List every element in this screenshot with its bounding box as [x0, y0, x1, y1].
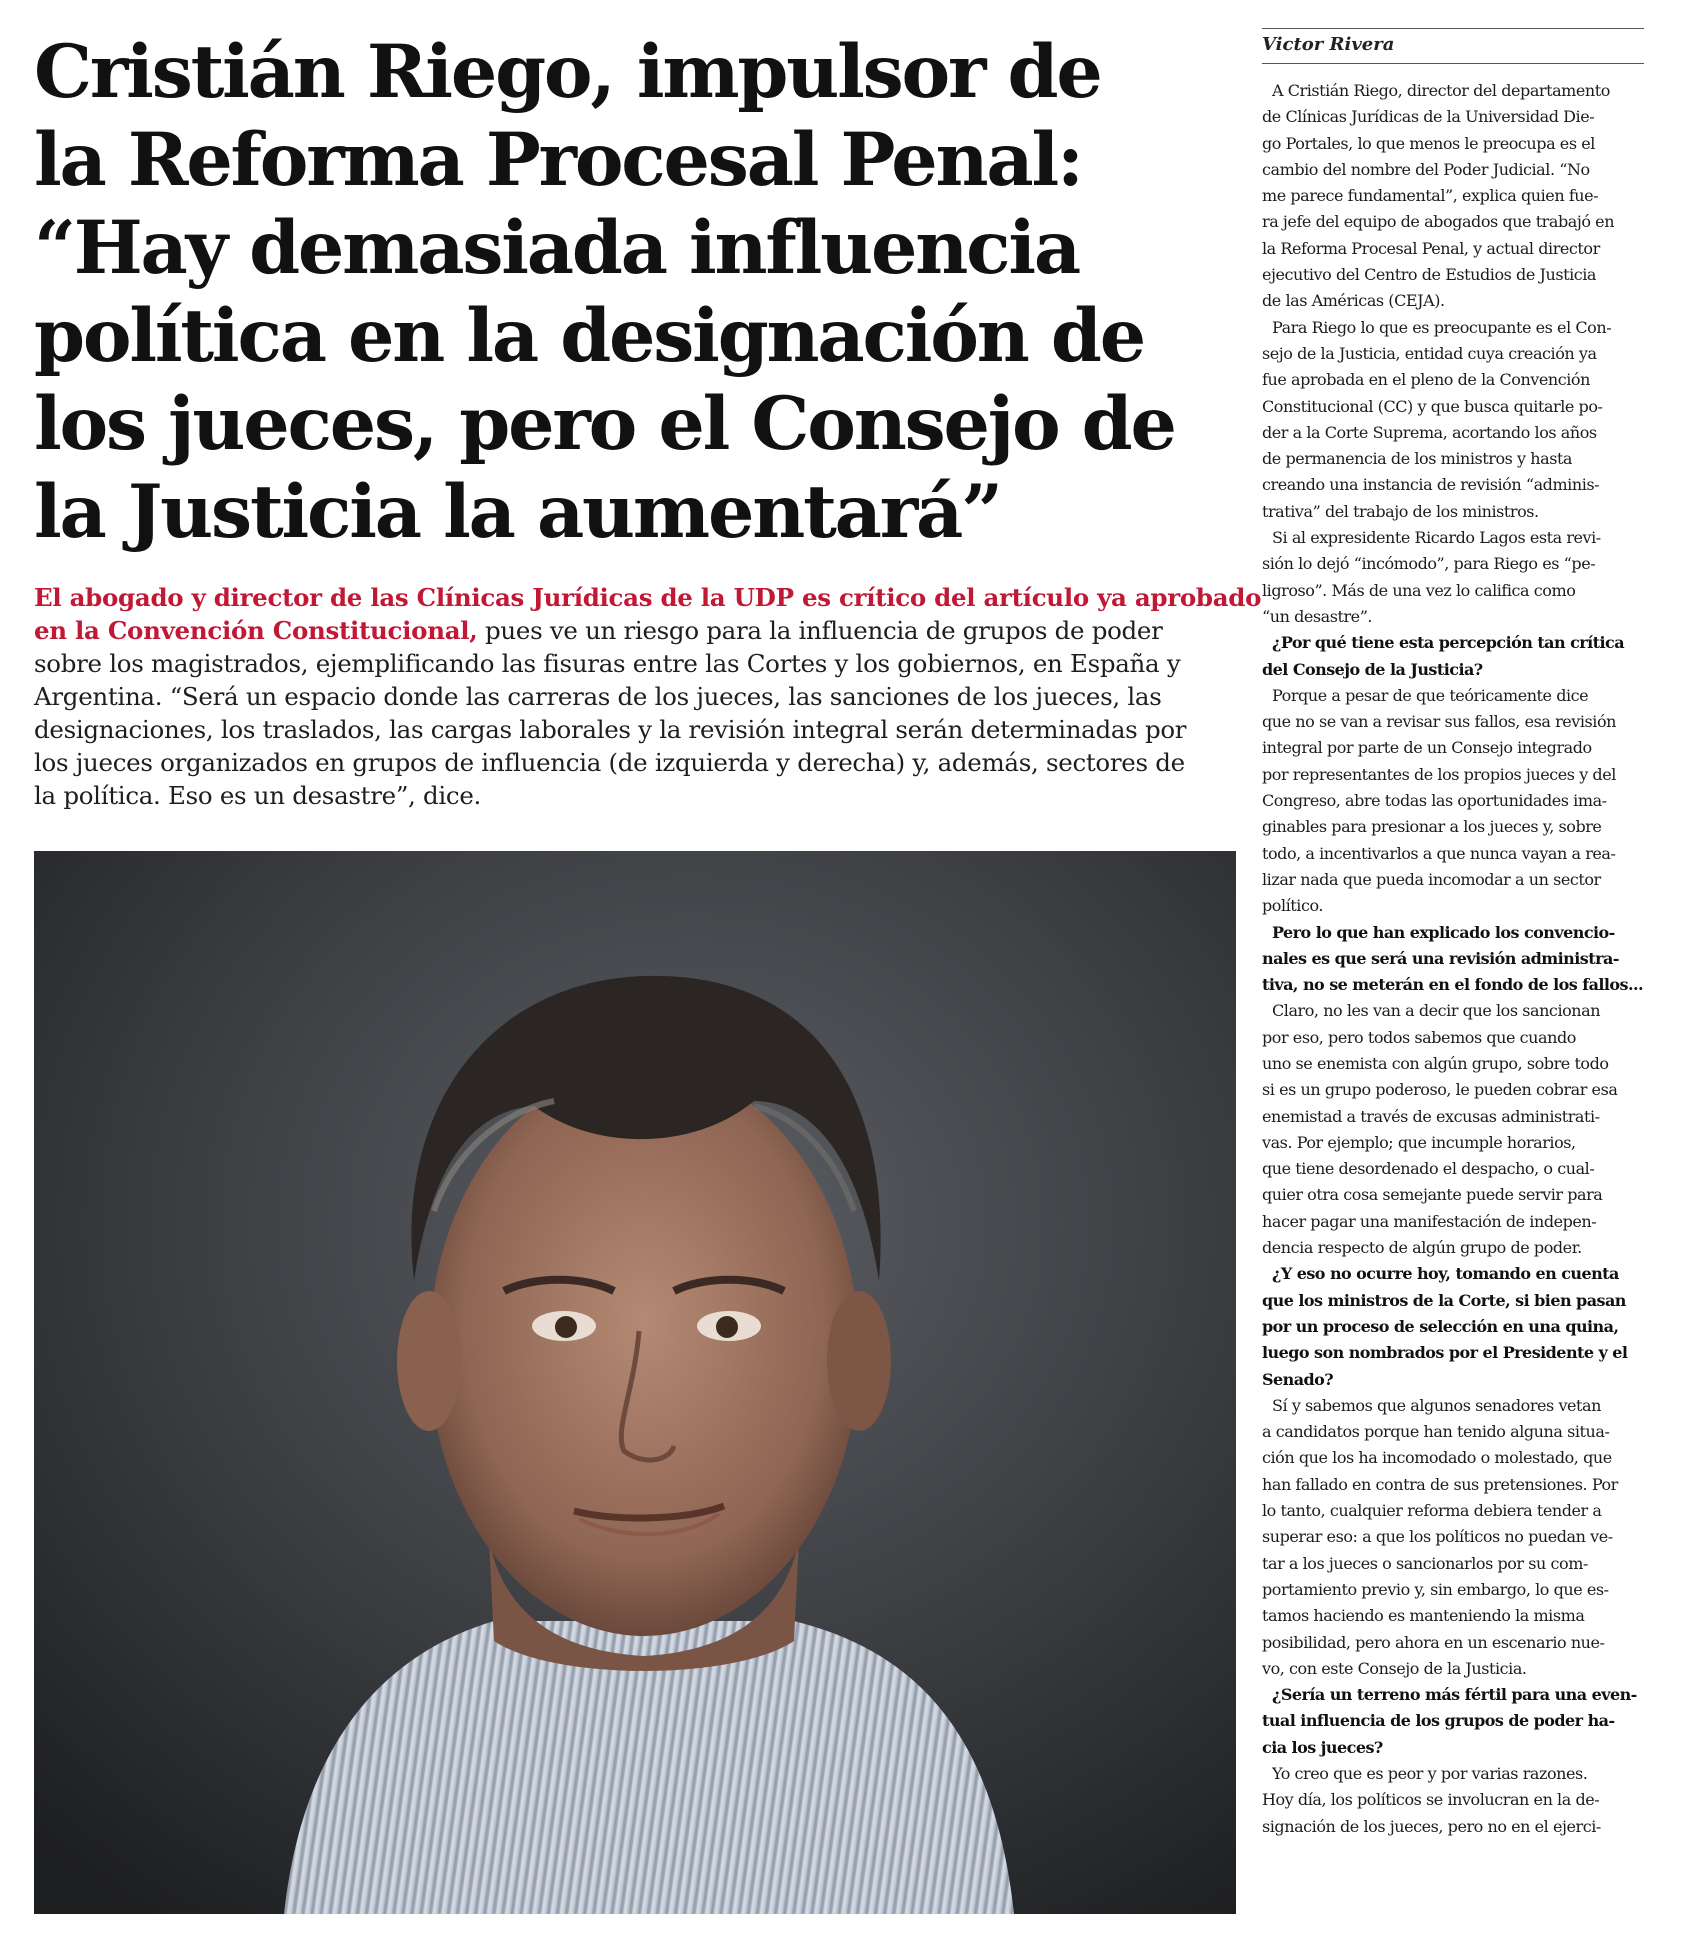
lede-line — [34, 680, 1226, 713]
article-paragraph — [1262, 315, 1644, 525]
article-line: Yo creo que es peor y por varias razones. — [1272, 1764, 1588, 1783]
article-line: Porque a pesar de que teóricamente dice — [1272, 685, 1589, 705]
article-line: ejecutivo del Centro de Estudios de Justicia — [1262, 265, 1596, 285]
lede-line — [34, 614, 1226, 647]
article-line: tar a los jueces o sancionarlos por su com- — [1262, 1553, 1588, 1573]
article-line: de Clínicas Jurídicas de la Universidad Die- — [1262, 107, 1595, 127]
article-line: “un desastre”. — [1262, 606, 1373, 626]
article-line: creando una instancia de revisión “adminis- — [1262, 475, 1600, 495]
article-paragraph — [1262, 683, 1644, 920]
portrait-photo — [34, 851, 1236, 1914]
headline-line: la Reforma Procesal Penal: — [34, 117, 1082, 203]
interview-question — [1262, 630, 1644, 683]
article-paragraph — [1262, 1393, 1644, 1682]
article-line: han fallado en contra de sus pretensiones. Por — [1262, 1474, 1618, 1494]
article-line: del Consejo de la Justicia? — [1262, 659, 1483, 679]
article-line: por un proceso de selección en una quina, — [1262, 1316, 1619, 1336]
lede-text: designaciones, los traslados, las cargas laborales y la revisión integral serán determinadas por — [34, 715, 1187, 744]
article-line: Congreso, abre todas las oportunidades ima- — [1262, 791, 1607, 811]
article-line: ción que los ha incomodado o molestado, que — [1262, 1448, 1612, 1468]
lede-line — [34, 713, 1226, 746]
lede-paragraph — [34, 581, 1262, 812]
lede-line — [34, 779, 1226, 812]
article-line: que tiene desordenado el despacho, o cual- — [1262, 1159, 1595, 1179]
headline-line: política en la designación de — [34, 293, 1144, 379]
article-line: que los ministros de la Corte, si bien pasan — [1262, 1290, 1626, 1310]
lede-line — [34, 746, 1226, 779]
article-line: tual influencia de los grupos de poder ha- — [1262, 1711, 1615, 1731]
article-line: Para Riego lo que es preocupante es el Con- — [1272, 317, 1612, 337]
article-line: ¿Y eso no ocurre hoy, tomando en cuenta — [1272, 1264, 1619, 1284]
article-line: der a la Corte Suprema, acortando los años — [1262, 422, 1597, 442]
portrait-illustration — [34, 851, 1236, 1914]
interview-question — [1262, 1682, 1644, 1761]
article-line: político. — [1262, 896, 1324, 916]
article-line: la Reforma Procesal Penal, y actual director — [1262, 238, 1600, 258]
article-line: sejo de la Justicia, entidad cuya creación ya — [1262, 343, 1597, 363]
article-line: todo, a incentivarlos a que nunca vayan a rea- — [1262, 843, 1616, 863]
article-line: trativa” del trabajo de los ministros. — [1262, 501, 1539, 521]
headline-line: Cristián Riego, impulsor de — [34, 29, 1101, 115]
headline-line: “Hay demasiada influencia — [34, 205, 1080, 291]
lede-text: sobre los magistrados, ejemplificando las fisuras entre las Cortes y los gobiernos, en España y — [34, 649, 1181, 678]
article-line: Hoy día, los políticos se involucran en la de- — [1262, 1790, 1600, 1810]
article-line: quier otra cosa semejante puede servir para — [1262, 1185, 1603, 1205]
article-line: A Cristián Riego, director del departamento — [1272, 81, 1610, 100]
article-column — [1262, 78, 1644, 1840]
article-line: portamiento previo y, sin embargo, lo que es- — [1262, 1579, 1609, 1599]
article-line: de las Américas (CEJA). — [1262, 291, 1445, 311]
article-line: si es un grupo poderoso, le pueden cobrar esa — [1262, 1080, 1618, 1100]
article-line: fue aprobada en el pleno de la Convención — [1262, 370, 1590, 390]
article-paragraph — [1262, 1761, 1644, 1840]
byline-bottom-rule — [1262, 63, 1644, 64]
article-line: luego son nombrados por el Presidente y el — [1262, 1343, 1628, 1363]
article-line: enemistad a través de excusas administrati- — [1262, 1106, 1600, 1126]
byline: Victor Rivera — [1262, 34, 1395, 55]
article-line: me parece fundamental”, explica quien fue- — [1262, 186, 1599, 206]
article-line: ginables para presionar a los jueces y, sobre — [1262, 817, 1602, 837]
lede-text: la política. Eso es un desastre”, dice. — [34, 781, 482, 810]
article-line: integral por parte de un Consejo integrado — [1262, 738, 1592, 758]
article-line: posibilidad, pero ahora en un escenario nue- — [1262, 1632, 1605, 1652]
lede-line — [34, 647, 1226, 680]
article-line: Constitucional (CC) y que busca quitarle po- — [1262, 396, 1603, 416]
article-line: sión lo dejó “incómodo”, para Riego es “pe- — [1262, 554, 1596, 574]
headline-line: la Justicia la aumentará” — [34, 469, 1001, 555]
interview-question — [1262, 1261, 1644, 1392]
headline-line: los jueces, pero el Consejo de — [34, 381, 1175, 467]
article-line: por eso, pero todos sabemos que cuando — [1262, 1027, 1576, 1047]
article-line: ¿Sería un terreno más fértil para una even- — [1272, 1685, 1637, 1705]
article-line: go Portales, lo que menos le preocupa es el — [1262, 133, 1595, 153]
article-line: vas. Por ejemplo; que incumple horarios, — [1262, 1132, 1576, 1152]
article-line: hacer pagar una manifestación de indepen- — [1262, 1211, 1597, 1231]
article-line: de permanencia de los ministros y hasta — [1262, 449, 1573, 469]
article-line: a candidatos porque han tenido alguna situa- — [1262, 1422, 1610, 1442]
headline — [34, 28, 1204, 556]
article-line: signación de los jueces, pero no en el ejerci- — [1262, 1816, 1601, 1836]
article-line: dencia respecto de algún grupo de poder. — [1262, 1238, 1582, 1258]
article-line: Claro, no les van a decir que los sancionan — [1272, 1001, 1601, 1021]
lede-line — [34, 581, 1262, 614]
article-line: ligroso”. Más de una vez lo califica como — [1262, 580, 1576, 600]
article-paragraph — [1262, 78, 1644, 315]
article-line: cia los jueces? — [1262, 1737, 1383, 1757]
article-line: tamos haciendo es manteniendo la misma — [1262, 1606, 1585, 1626]
lede-text: pues ve un riesgo para la influencia de grupos de poder — [477, 616, 1163, 645]
article-line: Si al expresidente Ricardo Lagos esta revi- — [1272, 528, 1601, 548]
article-line: ¿Por qué tiene esta percepción tan crítica — [1272, 633, 1625, 653]
article-line: lo tanto, cualquier reforma debiera tender a — [1262, 1501, 1602, 1521]
article-line: cambio del nombre del Poder Judicial. “No — [1262, 159, 1590, 179]
article-paragraph — [1262, 998, 1644, 1261]
article-line: superar eso: a que los políticos no puedan ve- — [1262, 1527, 1613, 1547]
article-line: Pero lo que han explicado los convencio- — [1272, 922, 1615, 942]
article-line: uno se enemista con algún grupo, sobre todo — [1262, 1053, 1609, 1073]
lede-text: los jueces organizados en grupos de influencia (de izquierda y derecha) y, además, sectores de — [34, 748, 1185, 777]
article-line: Senado? — [1262, 1369, 1334, 1389]
article-line: por representantes de los propios jueces y del — [1262, 764, 1616, 784]
lede-text: Argentina. “Será un espacio donde las carreras de los jueces, las sanciones de los jueces, las — [34, 682, 1162, 711]
article-line: que no se van a revisar sus fallos, esa revisión — [1262, 712, 1617, 732]
article-line: Sí y sabemos que algunos senadores vetan — [1272, 1395, 1601, 1415]
lede-highlight: en la Convención Constitucional, — [34, 616, 478, 645]
byline-top-rule — [1262, 28, 1644, 29]
article-line: vo, con este Consejo de la Justicia. — [1262, 1658, 1527, 1678]
lede-highlight: El abogado y director de las Clínicas Jurídicas de la UDP es crítico del artículo ya aprobado — [34, 583, 1262, 612]
article-line: nales es que será una revisión administra- — [1262, 948, 1619, 968]
article-line: tiva, no se meterán en el fondo de los fallos... — [1262, 975, 1644, 995]
article-line: lizar nada que pueda incomodar a un sector — [1262, 869, 1601, 889]
article-paragraph — [1262, 525, 1644, 630]
article-line: ra jefe del equipo de abogados que trabajó en — [1262, 212, 1615, 232]
interview-question — [1262, 920, 1644, 999]
